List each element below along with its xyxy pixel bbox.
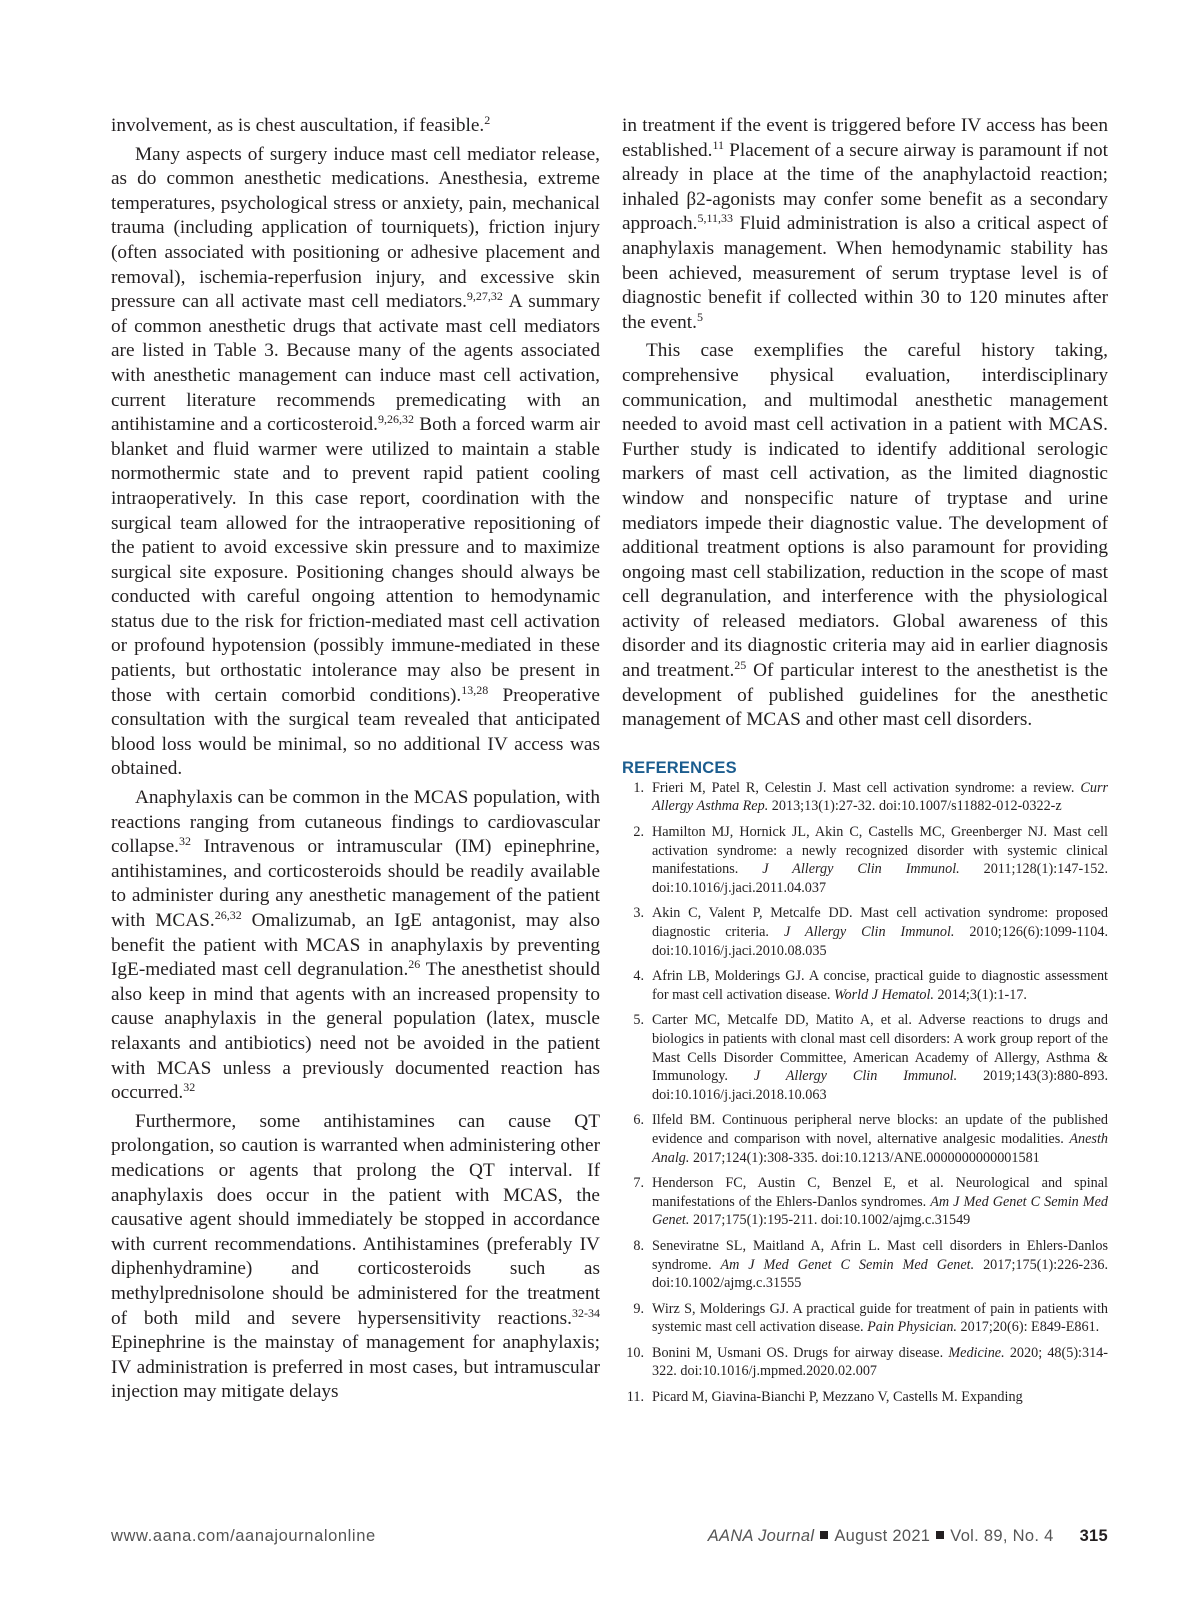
paragraph-text: Anaphylaxis can be common in the MCAS population, with reactions ranging from cutaneous findings to cardiovascular collapse. [111, 787, 600, 858]
reference-text: Afrin LB, Molderings GJ. A concise, practical guide to diagnostic assessment for mast cell activation disease. [652, 968, 1108, 1003]
reference-item [622, 904, 1108, 960]
square-bullet-icon [936, 1531, 944, 1539]
paragraph-text: Many aspects of surgery induce mast cell mediator release, as do common anesthetic medications. Anesthesia, extreme temperatures, psychological stress or anxiety, pain, mechanical trauma (including application of tourniquets), friction injury (often associated with positioning or adhesive placement and removal), ischemia-reperfusion injury, and excessive skin pressure can all activate mast cell mediators. [111, 143, 600, 313]
reference-journal: J Allergy Clin Immunol. [762, 861, 960, 878]
paragraph-text: The anesthetist should also keep in mind that agents with an increased propensity to cause anaphylaxis in the general population (latex, muscle relaxants and antibiotics) need not be avoided in the patient with MCAS unless a previously documented reaction has occurred. [111, 959, 600, 1104]
reference-journal: Anesth Analg. [652, 1130, 1108, 1166]
paragraph-text: Both a forced warm air blanket and fluid warmer were utilized to maintain a stable normothermic state and to prevent rapid patient cooling intraoperatively. In this case report, coordination with the surgical team allowed for the intraoperative repositioning of the patient to avoid excessive skin pressure and to maximize surgical site exposure. Positioning changes should always be conducted with careful ongoing attention to hemodynamic status due to the risk for friction-mediated mast cell activation or profound hypotension (possibly immune-mediated in these patients, but orthostatic intolerance may also be present in those with certain comorbid conditions). [111, 414, 600, 706]
paragraph-text: Intravenous or intramuscular (IM) epinephrine, antihistamines, and corticosteroids should be readily available to administer during any anesthetic management of the patient with MCAS. [111, 836, 600, 931]
reference-details: 2010;126(6):1099-1104. doi:10.1016/j.jaci.2010.08.035 [652, 924, 1109, 959]
paragraph-text: in treatment if the event is triggered before IV access has been established. [622, 115, 1108, 161]
reference-journal: World J Hematol. [834, 986, 934, 1003]
citation: 2 [484, 113, 491, 127]
reference-number: 5. [633, 1012, 644, 1029]
body-paragraph [111, 114, 600, 139]
reference-number: 6. [633, 1112, 644, 1129]
citation: 11 [712, 137, 725, 152]
paragraph-text: Placement of a secure airway is paramount if not already in place at the time of the anaphylactoid reaction; inhaled β2-agonists may confer some benefit as a secondary approach. [622, 139, 1108, 235]
citation: 9,26,32 [378, 412, 414, 427]
citation: 25 [734, 658, 747, 673]
reference-item [622, 1237, 1108, 1293]
reference-details: 2017;124(1):308-335. doi:10.1213/ANE.0000000000001581 [689, 1149, 1040, 1166]
citation: 13,28 [461, 682, 489, 697]
citation: 32 [183, 1080, 196, 1095]
reference-text: Bonini M, Usmani OS. Drugs for airway disease. [652, 1344, 949, 1361]
reference-journal: Pain Physician. [867, 1319, 957, 1336]
body-paragraph [111, 143, 600, 782]
citation: 5,11,33 [697, 211, 734, 226]
reference-item [622, 1011, 1108, 1104]
reference-details: 2019;143(3):880-893. doi:10.1016/j.jaci.2018.10.063 [652, 1068, 1108, 1103]
reference-details: 2014;3(1):1-17. [933, 986, 1027, 1003]
reference-item [622, 823, 1108, 897]
paragraph-text: This case exemplifies the careful history taking, comprehensive physical evaluation, interdisciplinary communication, and multimodal anesthetic management needed to avoid mast cell activation in a patient with MCAS. Further study is indicated to identify additional serologic markers of mast cell activation, as the limited diagnostic window and nonspecific nature of tryptase and urine mediators impede their diagnostic value. The development of additional treatment options is also paramount for providing ongoing mast cell stabilization, reduction in the scope of mast cell degranulation, and interference with the physiological activity of released mediators. Global awareness of this disorder and its diagnostic criteria may aid in earlier diagnosis and treatment. [622, 340, 1108, 682]
reference-text: Carter MC, Metcalfe DD, Matito A, et al. Adverse reactions to drugs and biologics in patients with clonal mast cell disorders: A work group report of the Mast Cells Disorder Committee, American Academy of Allergy, Asthma & Immunology. [652, 1012, 1108, 1085]
reference-text: Henderson FC, Austin C, Benzel E, et al. Neurological and spinal manifestations of the Ehlers-Danlos syndromes. [652, 1175, 1108, 1210]
reference-text: Hamilton MJ, Hornick JL, Akin C, Castells MC, Greenberger NJ. Mast cell activation syndrome: a newly recognized disorder with systemic clinical manifestations. [652, 824, 1108, 878]
reference-text: Picard M, Giavina-Bianchi P, Mezzano V, Castells M. Expanding [652, 1389, 1023, 1406]
paragraph-text: Fluid administration is also a critical aspect of anaphylaxis management. When hemodynamic stability has been achieved, measurement of serum tryptase level is of diagnostic benefit if collected within 30 to 120 minutes after the event. [622, 213, 1108, 333]
reference-item [622, 779, 1108, 816]
reference-details: 2013;13(1):27-32. doi:10.1007/s11882-012-0322-z [768, 798, 1062, 815]
reference-number: 9. [633, 1300, 644, 1317]
references-heading: REFERENCES [622, 758, 737, 777]
right-column [622, 114, 1108, 1414]
reference-text: Akin C, Valent P, Metcalfe DD. Mast cell activation syndrome: proposed diagnostic criteria. [652, 905, 1108, 940]
footer-url: www.aana.com/aanajournalonline [111, 1527, 376, 1545]
reference-text: Ilfeld BM. Continuous peripheral nerve blocks: an update of the published evidence and comparison with novel, alternative analgesic modalities. [652, 1112, 1108, 1147]
reference-item [622, 1388, 1108, 1407]
reference-text: Frieri M, Patel R, Celestin J. Mast cell activation syndrome: a review. [652, 779, 1081, 796]
body-paragraph [622, 114, 1108, 335]
reference-item [622, 1344, 1108, 1381]
citation: 26,32 [214, 908, 242, 922]
reference-item [622, 1111, 1108, 1167]
reference-journal: Curr Allergy Asthma Rep. [652, 779, 1108, 815]
left-column [111, 114, 600, 1405]
reference-journal: Am J Med Genet C Semin Med Genet. [720, 1256, 975, 1273]
reference-journal: J Allergy Clin Immunol. [783, 924, 955, 940]
reference-text: Seneviratne SL, Maitland A, Afrin L. Mast cell disorders in Ehlers-Danlos syndrome. [652, 1237, 1108, 1273]
reference-item [622, 1174, 1108, 1230]
paragraph-text: Preoperative consultation with the surgical team revealed that anticipated blood loss would be minimal, so no additional IV access was obtained. [111, 684, 600, 780]
citation: 5 [696, 309, 703, 324]
paragraph-text: A summary of common anesthetic drugs that activate mast cell mediators are listed in Table 3. Because many of the agents associated with anesthetic management can induce mast cell activation, current literature recommends premedicating with an antihistamine and a corticosteroid. [111, 291, 600, 436]
reference-details: 2011;128(1):147-152. doi:10.1016/j.jaci.2011.04.037 [652, 861, 1108, 896]
reference-details: 2017;175(1):226-236. doi:10.1002/ajmg.c.31555 [652, 1256, 1108, 1292]
reference-list [622, 779, 1108, 1407]
reference-journal: J Allergy Clin Immunol. [753, 1068, 958, 1085]
reference-number: 7. [633, 1175, 644, 1192]
page-number: 315 [1079, 1527, 1108, 1545]
footer-citation [708, 1527, 1108, 1546]
paragraph-text: Omalizumab, an IgE antagonist, may also benefit the patient with MCAS in anaphylaxis by preventing IgE-mediated mast cell degranulation. [111, 910, 601, 981]
reference-text: Wirz S, Molderings GJ. A practical guide for treatment of pain in patients with systemic mast cell activation disease. [652, 1300, 1108, 1336]
body-paragraph [622, 339, 1108, 733]
reference-number: 8. [633, 1237, 644, 1254]
page-footer [111, 1527, 1108, 1551]
paragraph-text: Epinephrine is the mainstay of management for anaphylaxis; IV administration is preferred in most cases, but intramuscular injection may mitigate delays [111, 1332, 600, 1403]
reference-number: 1. [633, 779, 644, 796]
body-paragraph [111, 786, 600, 1106]
reference-number: 10. [626, 1344, 644, 1361]
reference-number: 4. [633, 968, 644, 985]
footer-journal: AANA Journal [707, 1527, 815, 1545]
footer-date: August 2021 [834, 1527, 931, 1545]
citation: 26 [408, 957, 421, 972]
reference-number: 11. [626, 1389, 644, 1406]
reference-item [622, 967, 1108, 1004]
citation: 9,27,32 [466, 289, 503, 304]
reference-details: 2020; 48(5):314-322. doi:10.1016/j.mpmed.2020.02.007 [652, 1344, 1108, 1380]
paragraph-text: involvement, as is chest auscultation, if feasible. [111, 115, 485, 136]
square-bullet-icon [820, 1531, 828, 1539]
footer-volume: Vol. 89, No. 4 [950, 1527, 1054, 1545]
reference-number: 3. [633, 905, 644, 922]
body-paragraph [111, 1110, 600, 1405]
reference-number: 2. [633, 824, 644, 841]
paragraph-text: Furthermore, some antihistamines can cause QT prolongation, so caution is warranted when administering other medications or agents that prolong the QT interval. If anaphylaxis does occur in the patient with MCAS, the causative agent should immediately be stopped in accordance with current recommendations. Antihistamines (preferably IV diphenhydramine) and corticosteroids such as methylprednisolone should be administered for the treatment of both mild and severe hypersensitivity reactions. [111, 1110, 600, 1329]
reference-item [622, 1300, 1108, 1337]
reference-details: 2017;175(1):195-211. doi:10.1002/ajmg.c.31549 [689, 1212, 971, 1229]
citation: 32 [179, 834, 191, 849]
reference-journal: Am J Med Genet C Semin Med Genet. [652, 1193, 1109, 1229]
paragraph-text: Of particular interest to the anesthetist is the development of published guidelines for the anesthetic management of MCAS and other mast cell disorders. [622, 660, 1108, 731]
citation: 32-34 [572, 1305, 600, 1320]
reference-details: 2017;20(6): E849-E861. [956, 1319, 1100, 1336]
reference-journal: Medicine. [948, 1344, 1005, 1361]
